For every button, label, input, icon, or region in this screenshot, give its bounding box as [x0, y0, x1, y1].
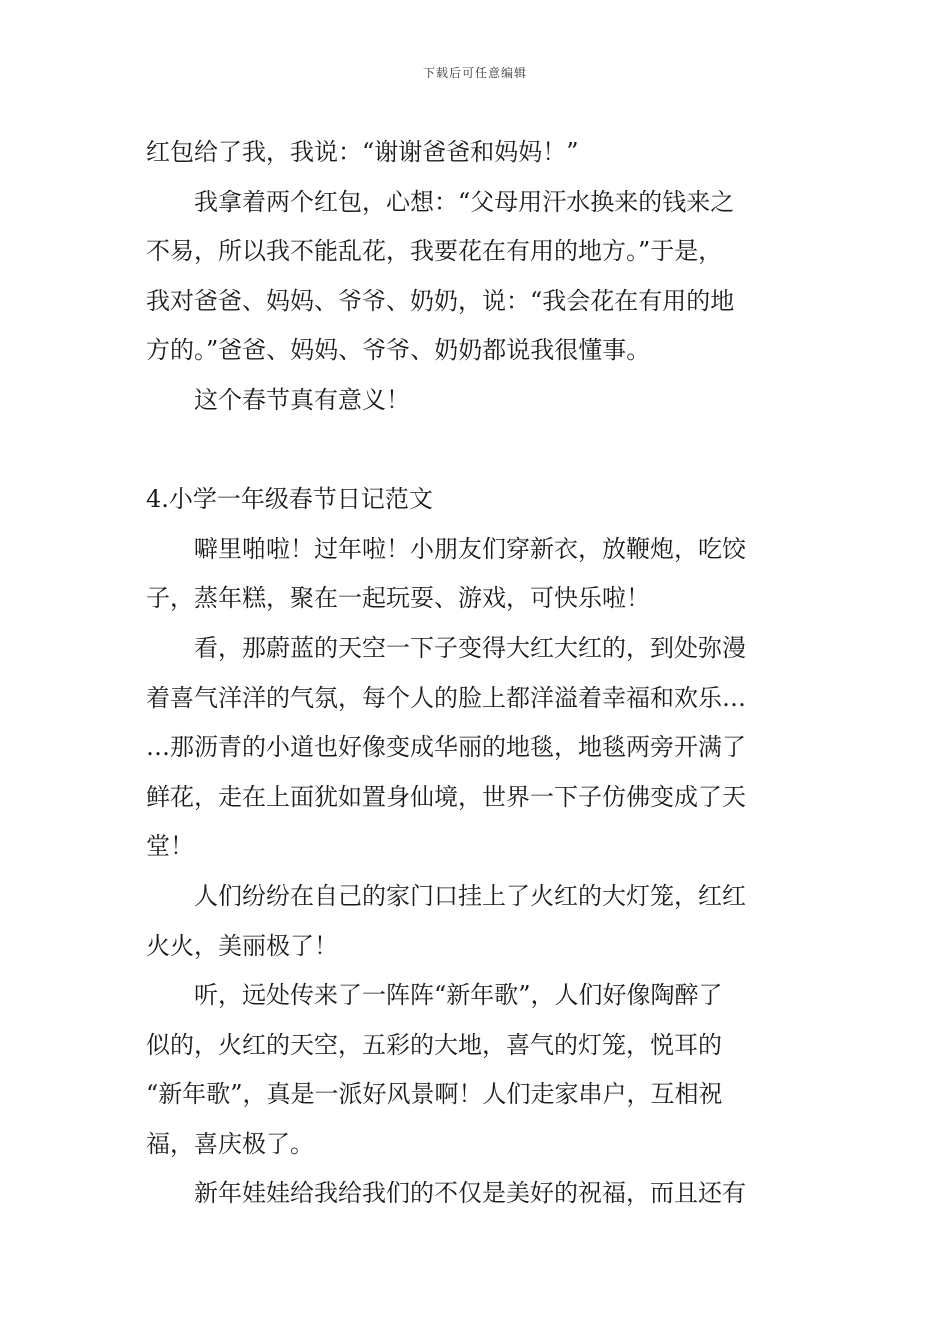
document-body [146, 128, 806, 1219]
text-line: 似的，火红的天空，五彩的大地，喜气的灯笼，悦耳的 [146, 1030, 722, 1059]
text-line: 我对爸爸、妈妈、爷爷、奶奶，说：“我会花在有用的地 [146, 286, 735, 315]
page-header: 下载后可任意编辑 [422, 66, 527, 80]
paragraph-spacer [146, 426, 806, 476]
text-line: “新年歌”，真是一派好风景啊！人们走家串户，互相祝 [146, 1080, 723, 1109]
section-heading: 4.小学一年级春节日记范文 [146, 485, 433, 514]
text-line: 噼里啪啦！过年啦！小朋友们穿新衣，放鞭炮，吃饺 [194, 534, 746, 563]
text-line: 人们纷纷在自己的家门口挂上了火红的大灯笼，红红 [194, 881, 746, 910]
text-line: 福，喜庆极了。 [146, 1129, 314, 1158]
text-line: 堂！ [146, 832, 194, 861]
text-line: 看，那蔚蓝的天空一下子变得大红大红的，到处弥漫 [194, 633, 746, 662]
text-line: 火火，美丽极了！ [146, 931, 338, 960]
text-line: 听，远处传来了一阵阵“新年歌”，人们好像陶醉了 [194, 981, 723, 1010]
text-line: 方的。”爸爸、妈妈、爷爷、奶奶都说我很懂事。 [146, 336, 651, 365]
text-line: 不易，所以我不能乱花，我要花在有用的地方。”于是， [146, 237, 723, 266]
text-line: 这个春节真有意义！ [194, 385, 410, 414]
text-line: 红包给了我，我说：“谢谢爸爸和妈妈！” [146, 138, 579, 166]
text-line: 子，蒸年糕，聚在一起玩耍、游戏，可快乐啦！ [146, 584, 650, 613]
text-line: 着喜气洋洋的气氛，每个人的脸上都洋溢着幸福和欢乐… [146, 683, 746, 712]
text-line: 新年娃娃给我给我们的不仅是美好的祝福，而且还有 [194, 1179, 746, 1208]
text-line: 我拿着两个红包，心想：“父母用汗水换来的钱来之 [194, 187, 735, 216]
text-line: …那沥青的小道也好像变成华丽的地毯，地毯两旁开满了 [146, 733, 746, 762]
text-line: 鲜花，走在上面犹如置身仙境，世界一下子仿佛变成了天 [146, 782, 746, 811]
